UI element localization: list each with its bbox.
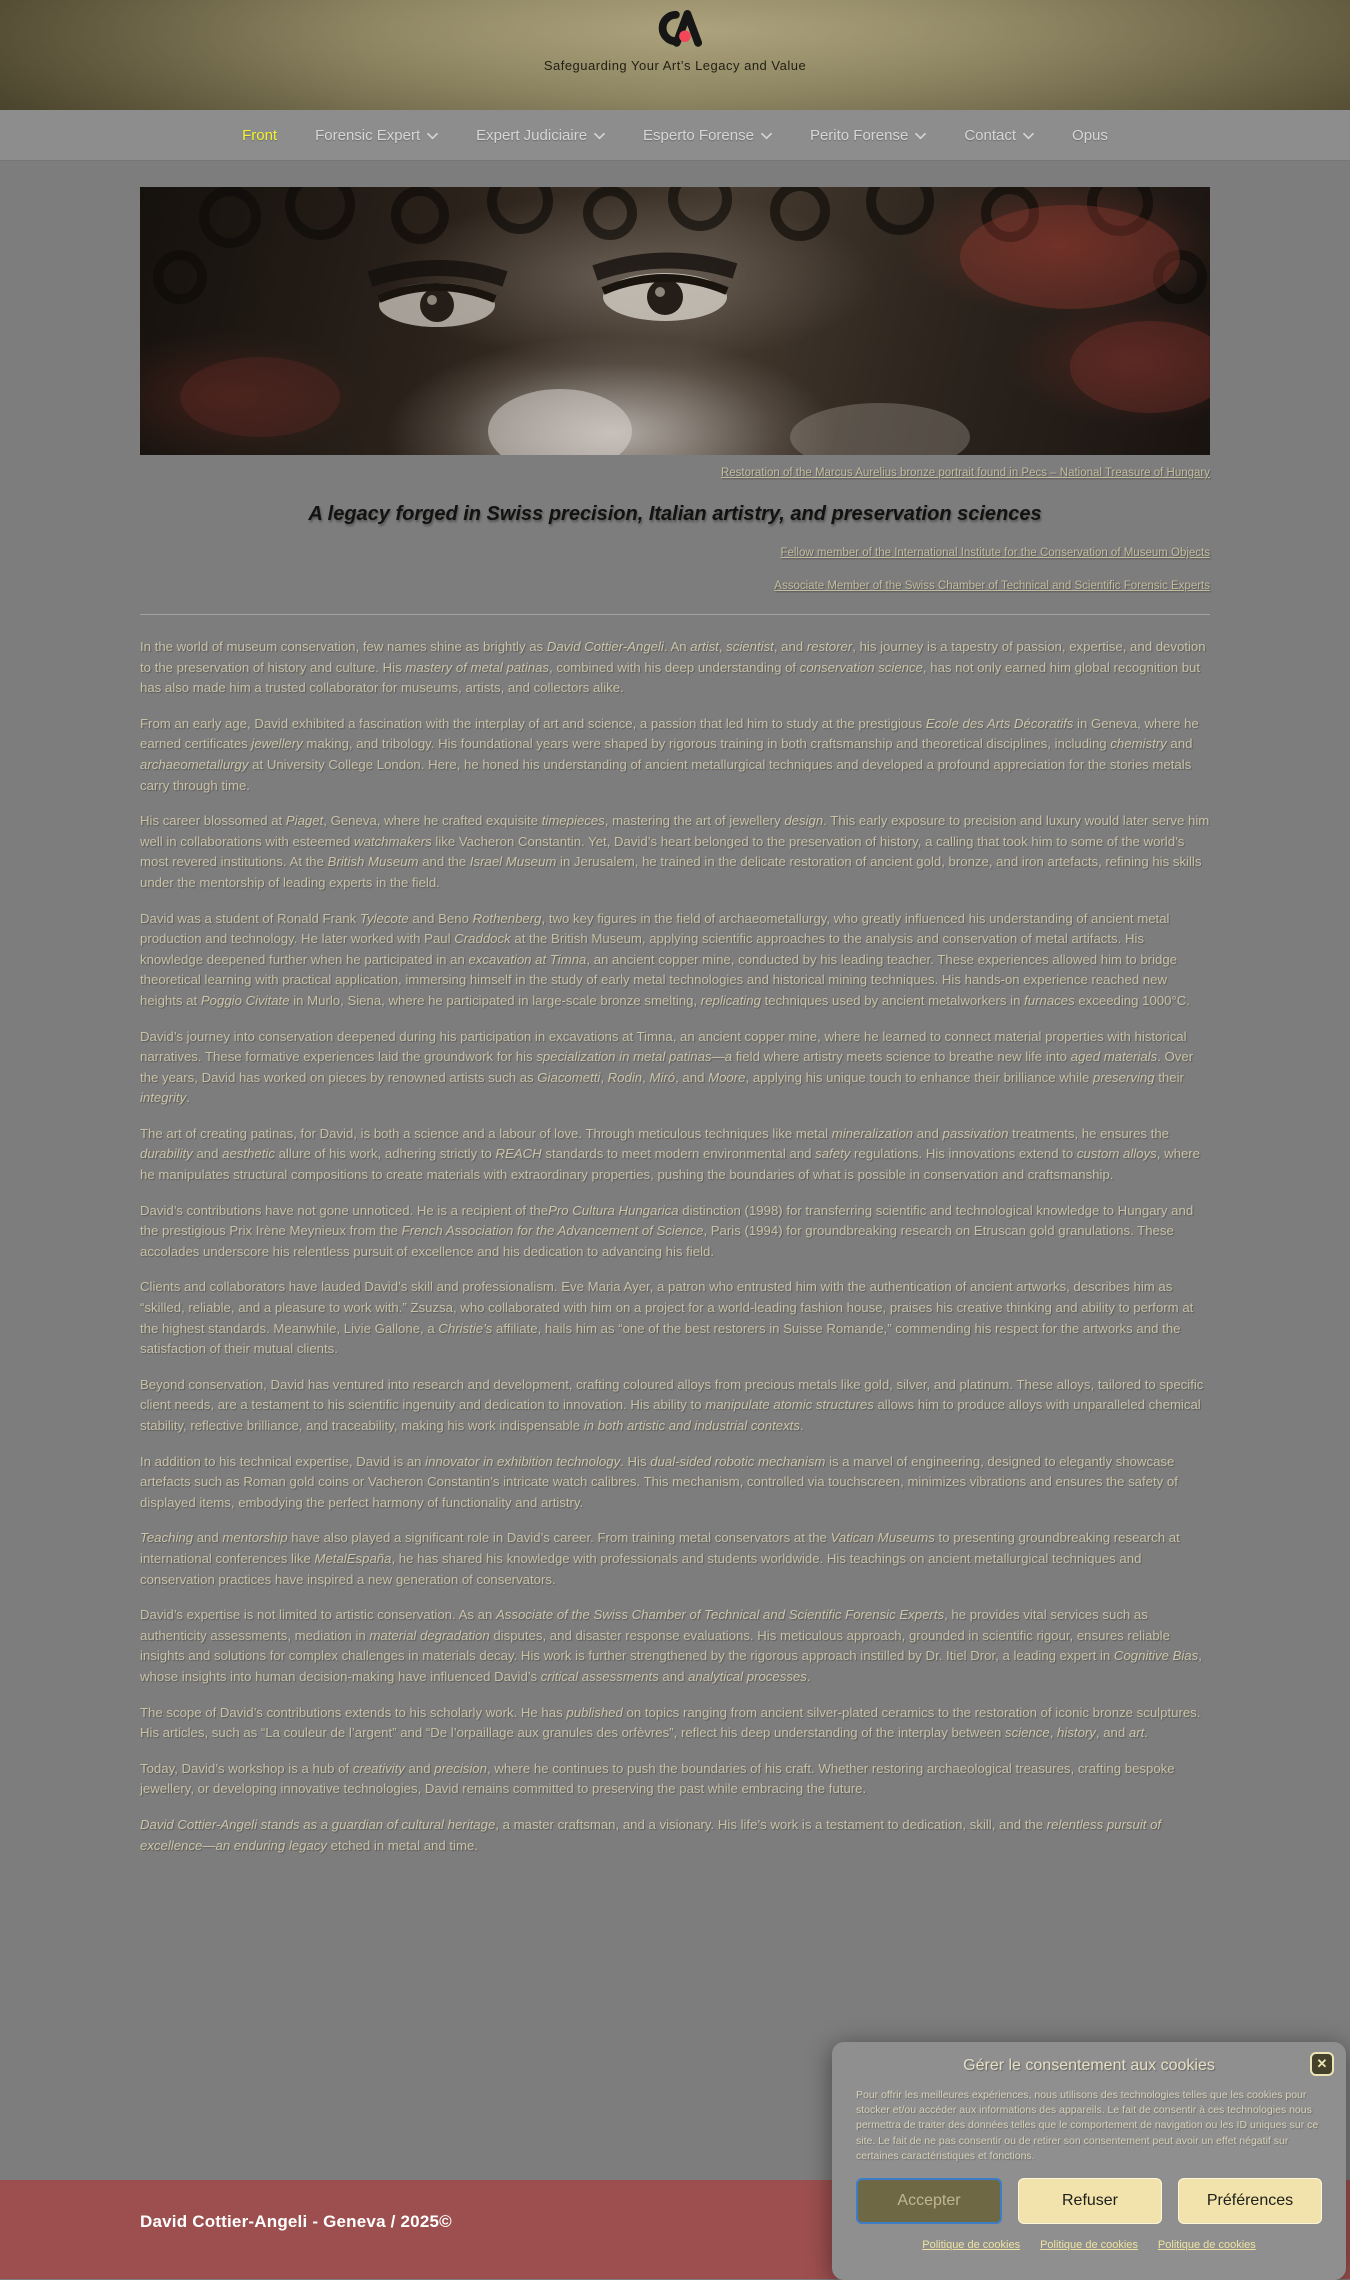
cookie-policy-link-1[interactable]: Politique de cookies [922,2239,1021,2252]
footer-text: David Cottier-Angeli - Geneva / 2025© [140,2212,452,2231]
chevron-down-icon [915,132,926,140]
nav-item-label: Front [242,126,278,144]
article-paragraph: David’s expertise is not limited to artistic conservation. As an Associate of the Swiss Chamber of Technical and Scientific Forensic Experts, he provides vital services such as authenticity assessments, mediation in material degradation disputes, and disaster response evaluations. His meticulous approach, grounded in scientific rigour, ensures reliable insights and solutions for complex challenges in materials decay. His work is further strengthened by the rigorous approach instilled by Dr. Itiel Dror, a leading expert in Cognitive Bias, whose insights into human decision-making have influenced David’s critical assessments and analytical processes. [140,1607,1202,1684]
close-icon[interactable]: ✕ [1310,2052,1334,2076]
article-paragraph: In addition to his technical expertise, David is an innovator in exhibition technology. His dual-sided robotic mechanism is a marvel of engineering, designed to elegantly showcase artefacts such as Roman gold coins or Vacheron Constantin’s intricate watch calibres. This mechanism, controlled via touchscreen, minimizes vibrations and ensures the safety of displayed items, embodying the perfect harmony of functionality and artistry. [140,1453,1178,1510]
ca-logo-icon [646,9,704,47]
nav-item-label: Expert Judiciaire [476,126,588,144]
logo-dot [679,30,691,42]
article-paragraph: David was a student of Ronald Frank Tylecote and Beno Rothenberg, two key figures in the field of archaeometallurgy, who greatly influenced his understanding of ancient metal production and technology. He later worked with Paul Craddock at the British Museum, applying scientific approaches to the analysis and conservation of metal artifacts. His knowledge deepened further when he participated in an excavation at Timna, an ancient copper mine, conducted by his leading teacher. These experiences allowed him to bridge theoretical learning with practical application, immersing himself in the study of early metal technologies and historical mining techniques. His hands-on experience reached new heights at Poggio Civitate in Murlo, Siena, where he participated in large-scale bronze smelting, replicating techniques used by ancient metalworkers in furnaces exceeding 1000°C. [140,910,1190,1008]
chevron-down-icon [761,132,772,140]
site-tagline: Safeguarding Your Art’s Legacy and Value [543,58,807,73]
nav-item-label: Forensic Expert [315,126,421,144]
logo [0,0,1350,52]
article-paragraph: Beyond conservation, David has ventured into research and development, crafting coloured alloys from precious metals like gold, silver, and platinum. These alloys, tailored to specific client needs, are a testament to his scientific ingenuity and dedication to innovation. His ability to manipulate atomic structures allows him to produce alloys with unparalleled chemical stability, reflective brilliance, and traceability, making his work indispensable in both artistic and industrial contexts. [140,1376,1204,1433]
nav-item-opus[interactable] [1053,127,1127,144]
cookie-policy-link-3[interactable]: Politique de cookies [1157,2239,1256,2252]
cookie-consent-dialog [832,2042,1346,2280]
bronze-portrait-art [140,187,1210,455]
article-paragraph: From an early age, David exhibited a fascination with the interplay of art and science, a passion that led him to study at the prestigious Ecole des Arts Décoratifs in Geneva, where he earned certificates jewellery making, and tribology. His foundational years were shaped by rigorous training in both craftsmanship and theoretical disciplines, including chemistry and archaeometallurgy at University College London. Here, he honed his understanding of ancient metallurgical techniques and developed a profound appreciation for the stories metals carry through time. [140,715,1199,793]
membership-links [140,547,1210,592]
nav-item-label: Esperto Forense [643,126,754,144]
main-content [140,187,1210,1931]
article-paragraph: Clients and collaborators have lauded David’s skill and professionalism. Eve Maria Ayer, a patron who entrusted him with the authentication of ancient artworks, describes him as “skilled, reliable, and a pleasure to work with.” Zsuzsa, who collaborated with him on a project for a world-leading fashion house, praises his creative thinking and ability to perform at the highest standards. Meanwhile, Livie Gallone, a Christie’s affiliate, hails him as “one of the best restorers in Suisse Romande,” commending his respect for the artworks and the satisfaction of their mutual clients. [140,1279,1194,1357]
site-header [0,0,1350,110]
article-paragraph: His career blossomed at Piaget, Geneva, where he crafted exquisite timepieces, mastering the art of jewellery design. This early exposure to precision and luxury would later serve him well in collaborations with esteemed watchmakers like Vacheron Constantin. Yet, David’s heart belonged to the preservation of history, a calling that took him to some of the world’s most revered institutions. At the British Museum and the Israel Museum in Jerusalem, he trained in the delicate restoration of ancient gold, bronze, and iron artefacts, refining his skills under the mentorship of leading experts in the field. [140,813,1210,890]
cookie-dialog-body: Pour offrir les meilleures expériences, nous utilisons des technologies telles que les cookies pour stocker et/ou accéder aux informations des appareils. Le fait de consentir à ces technologies nous permettra de traiter des données telles que le comportement de navigation ou les ID uniques sur ce site. Le fait de ne pas consentir ou de retirer son consentement peut avoir un effet négatif sur certaines caractéristiques et fonctions. [856,2089,1319,2162]
chevron-down-icon [1023,132,1034,140]
article [140,637,1210,1931]
chevron-down-icon [427,132,438,140]
article-paragraph: Teaching and mentorship have also played a significant role in David’s career. From training metal conservators at the Vatican Museums to presenting groundbreaking research at international conferences like MetalEspaña, he has shared his knowledge with professionals and students worldwide. His teachings on ancient metallurgical techniques and conservation practices have inspired a new generation of conservators. [140,1530,1180,1587]
membership-link-2[interactable]: Associate Member of the Swiss Chamber of Technical and Scientific Forensic Experts [774,580,1210,592]
cookie-links [832,2235,1346,2253]
hero-caption-link[interactable]: Restoration of the Marcus Aurelius bronze portrait found in Pecs – National Treasure of Hungary [720,467,1210,479]
nav-item-label: Contact [964,126,1017,144]
nav-item-forensic-expert[interactable] [296,127,457,144]
nav-item-expert-judiciaire[interactable] [457,127,624,144]
nav-item-front[interactable] [223,127,296,144]
cookie-preferences-button[interactable]: Préférences [1178,2178,1322,2224]
hero-image [140,187,1210,455]
article-paragraph: Today, David’s workshop is a hub of creativity and precision, where he continues to push the boundaries of his craft. Whether restoring archaeological treasures, crafting bespoke jewellery, or developing innovative technologies, David remains committed to preserving the past while embracing the future. [140,1760,1175,1797]
cookie-buttons [856,2178,1322,2224]
article-paragraph: The scope of David’s contributions extends to his scholarly work. He has published on topics ranging from ancient silver-plated ceramics to the restoration of iconic bronze sculptures. His articles, such as “La couleur de l’argent” and “De l’orpaillage aux granules des orfèvres”, reflect his deep understanding of the interplay between science, history, and art. [140,1704,1201,1741]
nav-item-contact[interactable] [945,127,1053,144]
cookie-refuser-button[interactable]: Refuser [1018,2178,1162,2224]
article-paragraph: The art of creating patinas, for David, is both a science and a labour of love. Through meticulous techniques like metal mineralization and passivation treatments, he ensures the durability and aesthetic allure of his work, adhering strictly to REACH standards to meet modern environmental and safety regulations. His innovations extend to custom alloys, where he manipulates structural compositions to create materials with extraordinary properties, pushing the boundaries of what is possible in conservation and craftsmanship. [140,1125,1201,1183]
cookie-dialog-title: Gérer le consentement aux cookies [963,2057,1215,2074]
membership-link-1[interactable]: Fellow member of the International Institute for the Conservation of Museum Objects [780,547,1210,559]
nav-item-perito-forense[interactable] [791,127,945,144]
cookie-policy-link-2[interactable]: Politique de cookies [1040,2239,1138,2252]
main-nav [0,110,1350,160]
nav-item-label: Opus [1072,126,1108,144]
chevron-down-icon [594,132,605,140]
page-title: A legacy forged in Swiss precision, Italian artistry, and preservation sciences [308,503,1042,525]
article-paragraph: David Cottier-Angeli stands as a guardian of cultural heritage, a master craftsman, and a visionary. His life’s work is a testament to dedication, skill, and the relentless pursuit of excellence—an enduring legacy etched in metal and time. [140,1816,1162,1853]
cookie-accepter-button[interactable]: Accepter [856,2178,1002,2224]
article-paragraph: In the world of museum conservation, few names shine as brightly as David Cottier-Angeli. An artist, scientist, and restorer, his journey is a tapestry of passion, expertise, and devotion to the preservation of history and culture. His mastery of metal patinas, combined with his deep understanding of conservation science, has not only earned him global recognition but has also made him a trusted collaborator for museums, artists, and collectors alike. [140,639,1206,696]
article-paragraph: David’s contributions have not gone unnoticed. He is a recipient of thePro Cultura Hungarica distinction (1998) for transferring scientific and technological knowledge to Hungary and the prestigious Prix Irène Meynieux from the French Association for the Advancement of Science, Paris (1994) for groundbreaking research on Etruscan gold granulations. These accolades underscore his relentless pursuit of excellence and his dedication to advancing his field. [140,1202,1194,1259]
article-paragraph: David’s journey into conservation deepened during his participation in excavations at Timna, an ancient copper mine, where he learned to connect material properties with historical narratives. These formative experiences laid the groundwork for his specialization in metal patinas—a field where artistry meets science to breathe new life into aged materials. Over the years, David has worked on pieces by renowned artists such as Giacometti, Rodin, Miró, and Moore, applying his unique touch to enhance their brilliance while preserving their integrity. [140,1028,1194,1106]
nav-item-label: Perito Forense [809,126,909,144]
divider [140,614,1210,615]
nav-item-esperto-forense[interactable] [624,127,791,144]
